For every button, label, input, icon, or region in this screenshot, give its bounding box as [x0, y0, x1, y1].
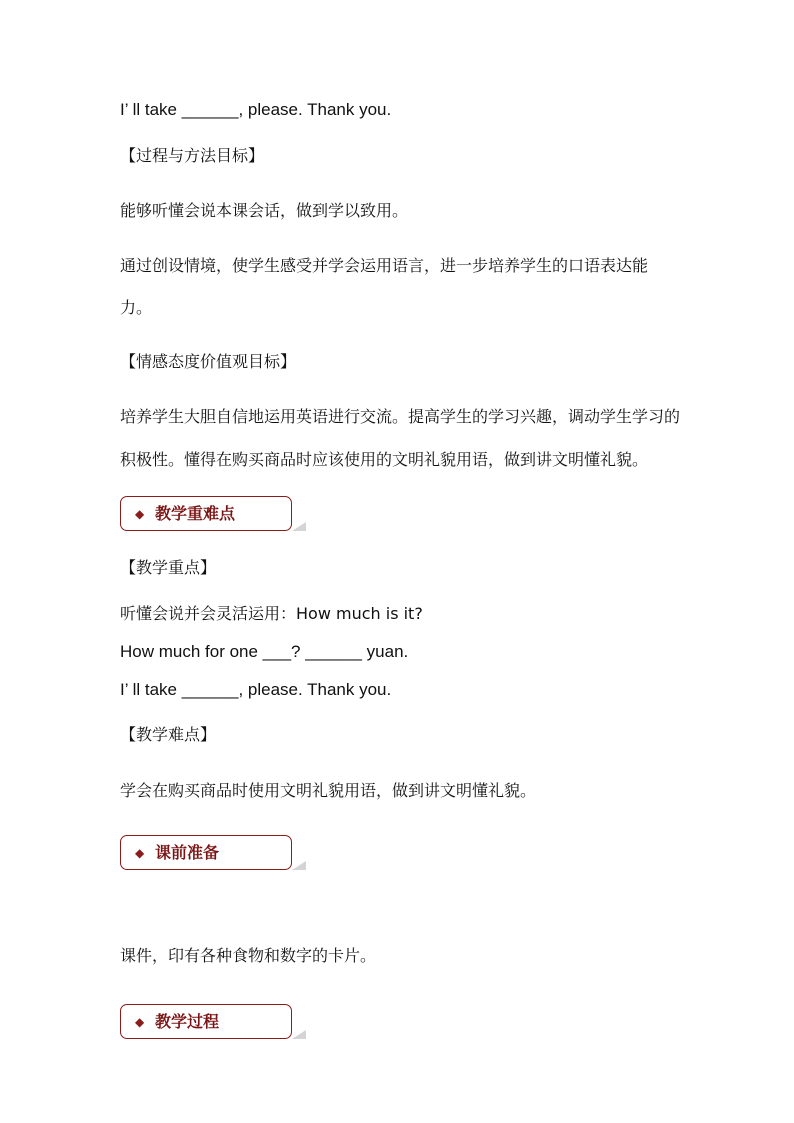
diamond-icon: ◆	[135, 507, 145, 521]
text-line-create-situation: 通过创设情境，使学生感受并学会运用语言，进一步培养学生的口语表达能	[120, 256, 649, 275]
text-line-how-much-for-one: How much for one ___? ______ yuan.	[120, 642, 409, 661]
section-header-preparation	[120, 835, 292, 870]
text-line-polite-language: 积极性。懂得在购买商品时应该使用的文明礼貌用语，做到讲文明懂礼貌。	[120, 450, 649, 469]
text-line-courseware-cards: 课件，印有各种食物和数字的卡片。	[120, 946, 377, 965]
section-title: 教学过程	[155, 1012, 220, 1031]
text-line-polite-purchase: 学会在购买商品时使用文明礼貌用语，做到讲文明懂礼貌。	[120, 781, 537, 800]
section-shadow	[292, 1030, 306, 1039]
section-title: 课前准备	[155, 843, 220, 862]
text-line-take-please-1: I’ ll take ______, please. Thank you.	[120, 100, 392, 119]
section-header-teaching-process	[120, 1004, 292, 1039]
section-shadow	[292, 522, 306, 531]
heading-teaching-difficulty: 【教学难点】	[120, 725, 217, 744]
diamond-icon: ◆	[135, 1015, 145, 1029]
diamond-icon: ◆	[135, 846, 145, 860]
heading-emotion-attitude-goals: 【情感态度价值观目标】	[120, 352, 297, 371]
text-line-understand-dialogue: 能够听懂会说本课会话，做到学以致用。	[120, 201, 409, 220]
text-line-how-much-is-it: 听懂会说并会灵活运用：How much is it?	[120, 604, 423, 623]
heading-process-method-goals: 【过程与方法目标】	[120, 146, 265, 165]
section-header-key-difficult-points	[120, 496, 292, 531]
section-shadow	[292, 861, 306, 870]
text-line-ability: 力。	[120, 298, 153, 317]
text-line-take-please-2: I’ ll take ______, please. Thank you.	[120, 680, 392, 699]
text-line-confidence-english: 培养学生大胆自信地运用英语进行交流。提高学生的学习兴趣，调动学生学习的	[120, 407, 681, 426]
heading-teaching-focus: 【教学重点】	[120, 558, 217, 577]
section-title: 教学重难点	[155, 504, 236, 523]
